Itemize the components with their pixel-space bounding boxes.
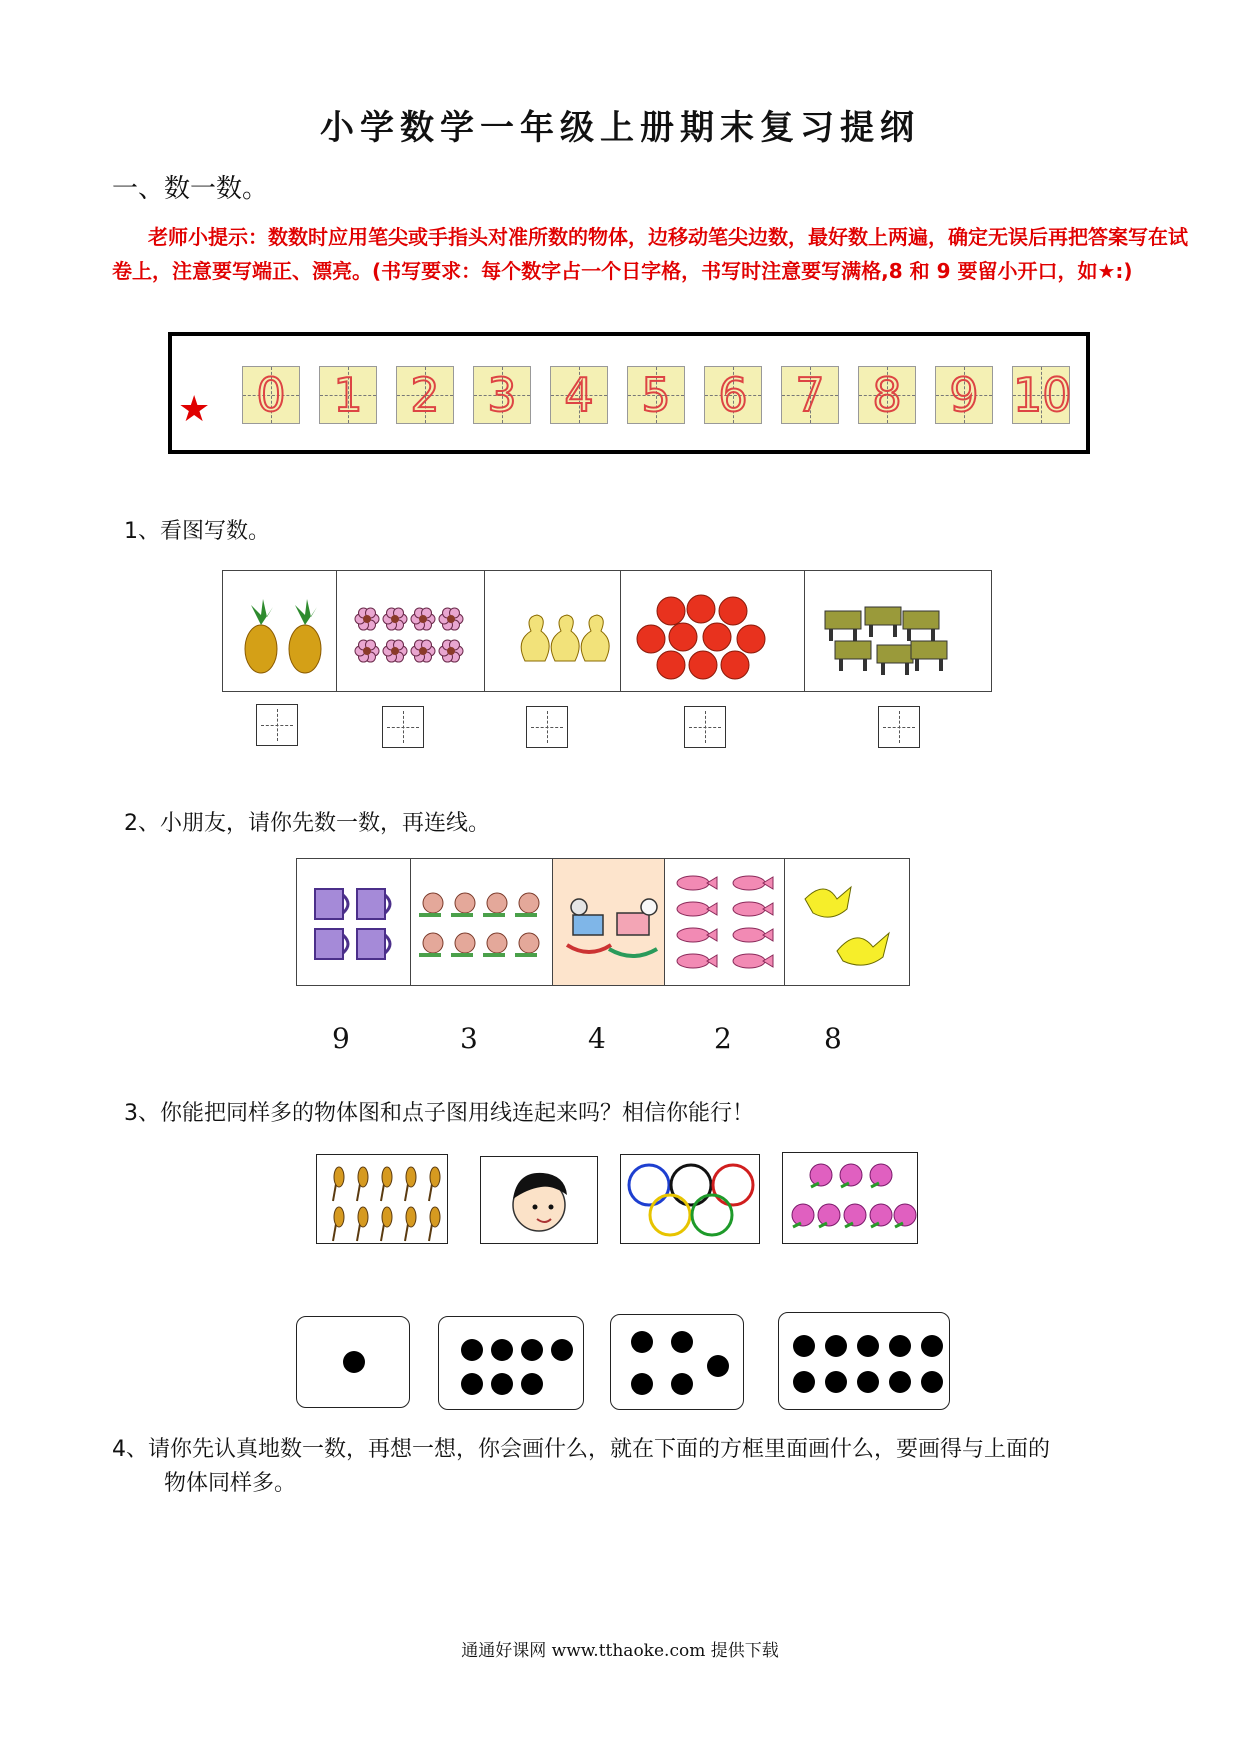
digit-cell-2 xyxy=(396,366,454,424)
digit-cell-8 xyxy=(858,366,916,424)
picture-row-2 xyxy=(296,858,910,986)
digit-cell-6 xyxy=(704,366,762,424)
birds-picture xyxy=(785,859,909,985)
snails-picture xyxy=(411,859,553,985)
digit-trace: 1 xyxy=(333,368,363,422)
dot xyxy=(671,1331,693,1353)
pineapples-picture xyxy=(223,571,337,691)
cups-picture xyxy=(297,859,411,985)
dot xyxy=(631,1331,653,1353)
ducks-picture xyxy=(485,571,621,691)
tomatoes-picture xyxy=(621,571,805,691)
dot xyxy=(671,1373,693,1395)
boy-picture xyxy=(480,1156,598,1244)
digit-trace: 7 xyxy=(795,368,825,422)
picture-row-1 xyxy=(222,570,992,692)
star-icon: ★ xyxy=(178,389,211,430)
number-option-1[interactable]: 9 xyxy=(332,1022,350,1055)
wheat-picture xyxy=(316,1154,448,1244)
digit-trace: 0 xyxy=(256,368,286,422)
dot xyxy=(521,1339,543,1361)
dot xyxy=(461,1339,483,1361)
dot xyxy=(461,1373,483,1395)
number-option-2[interactable]: 3 xyxy=(460,1022,478,1055)
dot xyxy=(793,1335,815,1357)
dot-card-7 xyxy=(438,1316,584,1410)
digit-trace: 6 xyxy=(718,368,748,422)
dot-card-5 xyxy=(610,1314,744,1410)
dot xyxy=(921,1371,943,1393)
dot xyxy=(825,1335,847,1357)
dot xyxy=(921,1335,943,1357)
answer-box-4[interactable] xyxy=(684,706,726,748)
digit-trace: 3 xyxy=(487,368,517,422)
footer-credit: 通通好课网 www.tthaoke.com 提供下载 xyxy=(461,1641,779,1661)
answer-box-1[interactable] xyxy=(256,704,298,746)
question-4-continued: 物体同样多。 xyxy=(164,1471,297,1496)
dot-card-1 xyxy=(296,1316,410,1408)
rocking-horses-picture xyxy=(553,859,665,985)
flowers-picture xyxy=(337,571,485,691)
question-2: 2、小朋友，请你先数一数，再连线。 xyxy=(124,811,490,836)
dot-card-10 xyxy=(778,1312,950,1410)
teacher-tip: 老师小提示：数数时应用笔尖或手指头对准所数的物体，边移动笔尖边数，最好数上两遍，确定无误后再把答案写在试卷上，注意要写端正、漂亮。(书写要求：每个数字占一个日字格，书写时注意要写满格,8 和 9 要留小开口，如★:) xyxy=(112,225,1188,283)
answer-box-3[interactable] xyxy=(526,706,568,748)
question-3: 3、你能把同样多的物体图和点子图用线连起来吗？相信你能行！ xyxy=(124,1101,754,1126)
dot xyxy=(707,1355,729,1377)
digit-cell-0 xyxy=(242,366,300,424)
digit-trace: 10 xyxy=(1013,368,1072,422)
digit-cell-1 xyxy=(319,366,377,424)
answer-box-2[interactable] xyxy=(382,706,424,748)
digit-trace: 8 xyxy=(872,368,902,422)
section-heading: 一、数一数。 xyxy=(112,174,269,204)
dot xyxy=(889,1335,911,1357)
dot xyxy=(631,1373,653,1395)
digit-cell-5 xyxy=(627,366,685,424)
cows-picture xyxy=(805,571,991,691)
dot xyxy=(343,1351,365,1373)
digit-trace: 4 xyxy=(564,368,594,422)
page-title: 小学数学一年级上册期末复习提纲 xyxy=(320,108,920,148)
number-option-3[interactable]: 4 xyxy=(588,1022,606,1055)
digit-trace: 2 xyxy=(410,368,440,422)
dot xyxy=(491,1339,513,1361)
question-1: 1、看图写数。 xyxy=(124,519,270,544)
digit-cell-3 xyxy=(473,366,531,424)
dot xyxy=(825,1371,847,1393)
dot xyxy=(857,1371,879,1393)
number-option-5[interactable]: 8 xyxy=(824,1022,842,1055)
digit-cell-4 xyxy=(550,366,608,424)
dot xyxy=(889,1371,911,1393)
dot xyxy=(551,1339,573,1361)
number-option-4[interactable]: 2 xyxy=(714,1022,732,1055)
digit-trace: 5 xyxy=(641,368,671,422)
digit-cell-10 xyxy=(1012,366,1070,424)
digit-practice-box xyxy=(168,332,1090,454)
roses-picture xyxy=(782,1152,918,1244)
digit-cell-9 xyxy=(935,366,993,424)
dot xyxy=(521,1373,543,1395)
question-4: 4、请你先认真地数一数，再想一想，你会画什么，就在下面的方框里面画什么，要画得与上面的 xyxy=(112,1437,1051,1462)
dot xyxy=(857,1335,879,1357)
olympic-rings-picture xyxy=(620,1154,760,1244)
answer-box-5[interactable] xyxy=(878,706,920,748)
fish-picture xyxy=(665,859,785,985)
dot xyxy=(793,1371,815,1393)
digit-trace: 9 xyxy=(949,368,979,422)
digit-cell-7 xyxy=(781,366,839,424)
dot xyxy=(491,1373,513,1395)
